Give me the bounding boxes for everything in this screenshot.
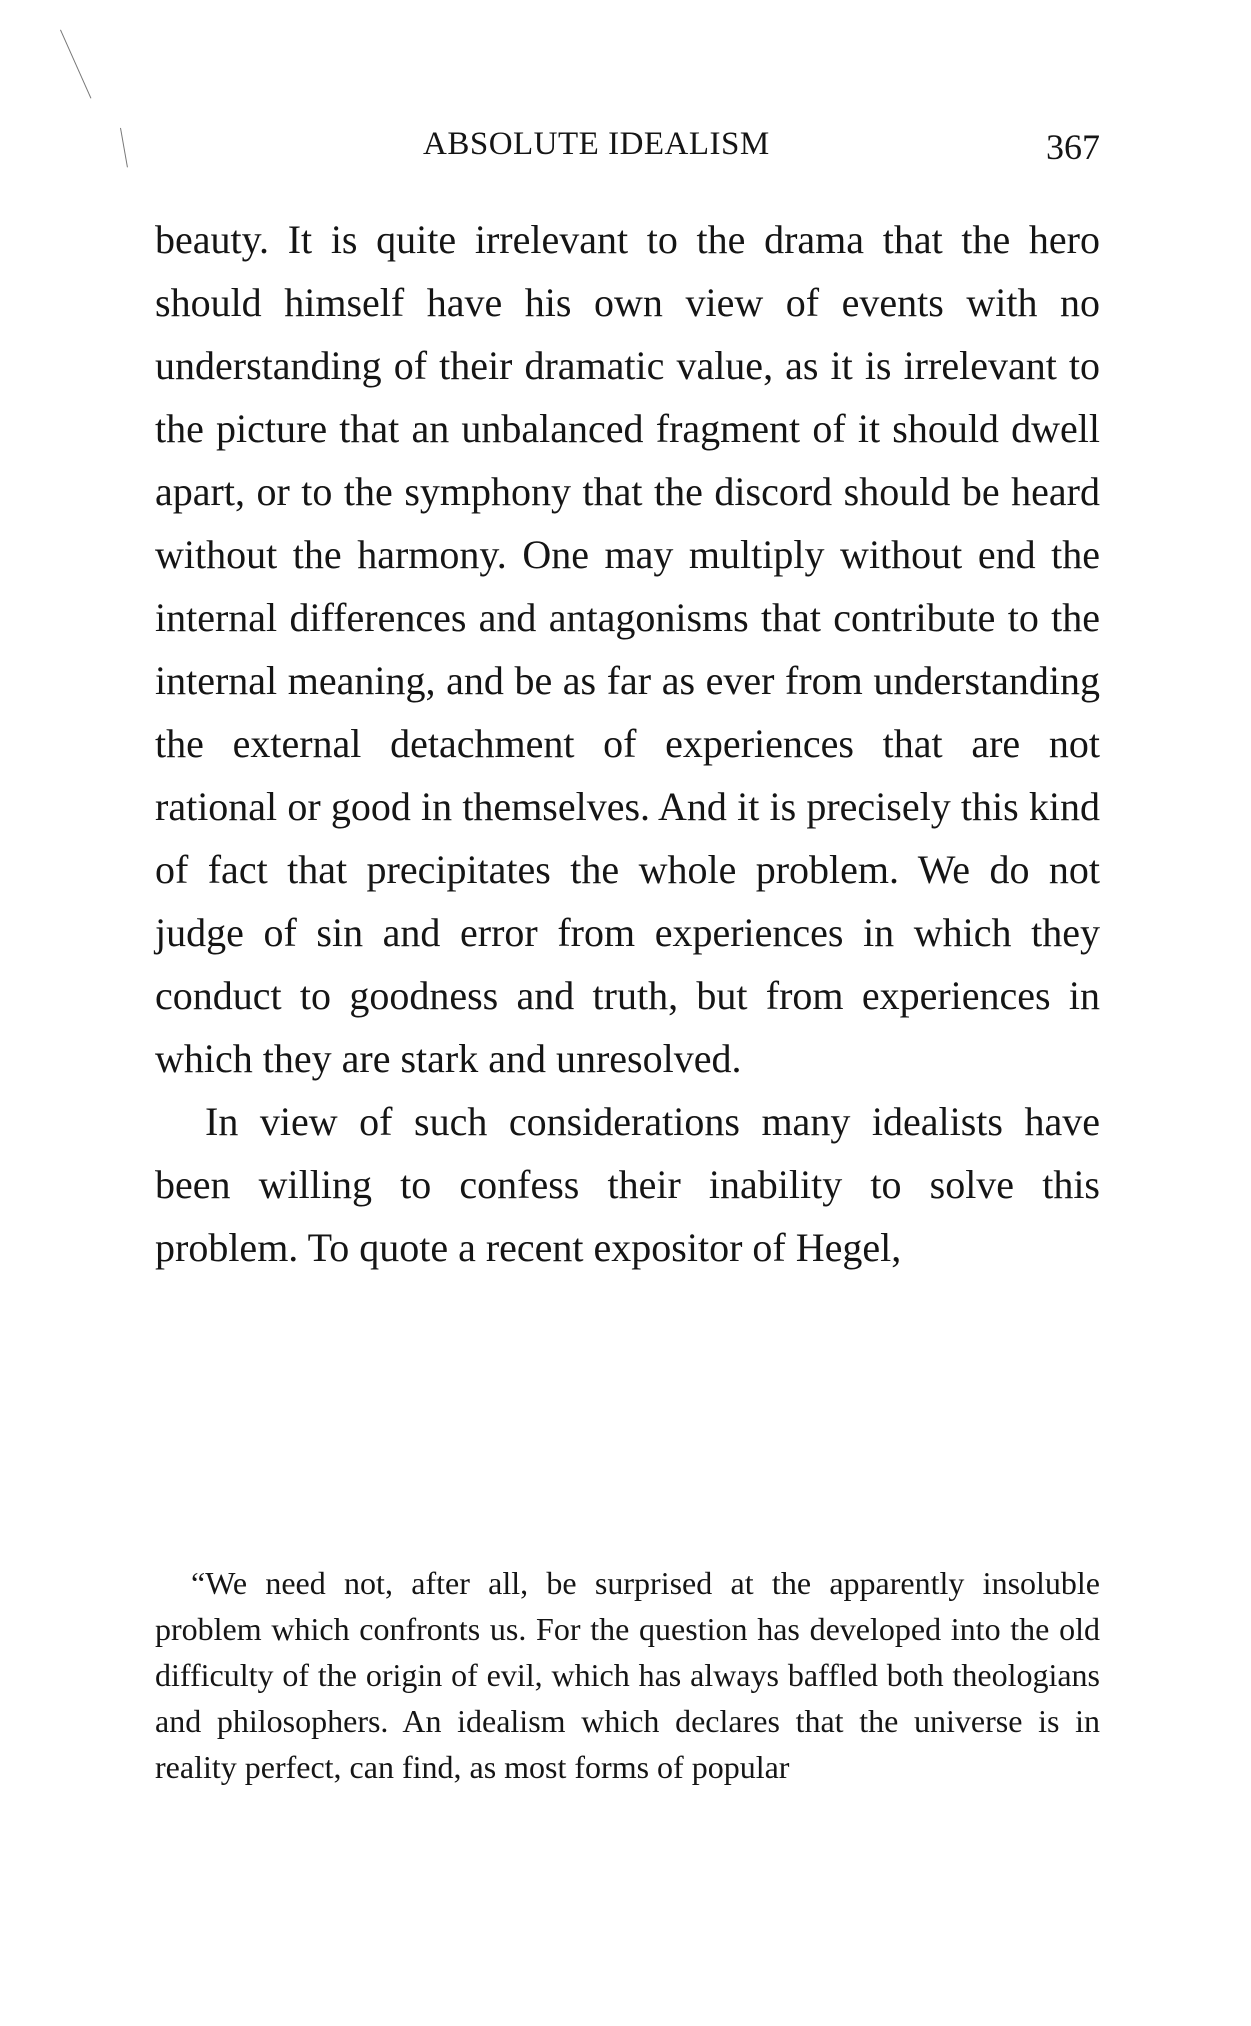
- running-head: ABSOLUTE IDEALISM: [423, 126, 770, 162]
- page-number: 367: [1046, 127, 1100, 167]
- paragraph: In view of such considerations many idealists have been willing to confess their inability to solve this problem. To quote a recent expositor of Hegel,: [155, 1099, 1100, 1270]
- quote-text: “We need not, after all, be surprised at the apparently insoluble problem which confronts us. For the question has developed into the old difficulty of the origin of evil, which has always baffled both theologians and philosophers. An idealism which declares that the universe is in reality perfect, can find, as most forms of popular: [155, 1565, 1100, 1785]
- block-quote: [155, 1560, 1100, 1790]
- margin-pencil-mark: [60, 30, 91, 99]
- margin-pencil-mark: [120, 128, 128, 168]
- paragraph: beauty. It is quite irrelevant to the drama that the hero should himself have his own view of events with no understanding of their dramatic value, as it is irrelevant to the picture that an unbalanced fragment of it should dwell apart, or to the symphony that the discord should be heard without the harmony. One may multiply without end the internal differences and antagonisms that contribute to the internal meaning, and be as far as ever from understanding the external detachment of experiences that are not rational or good in themselves. And it is precisely this kind of fact that precipitates the whole problem. We do not judge of sin and error from experiences in which they conduct to goodness and truth, but from experiences in which they are stark and unresolved.: [155, 217, 1100, 1081]
- page-header: [155, 126, 1100, 170]
- body-text: [155, 208, 1100, 1279]
